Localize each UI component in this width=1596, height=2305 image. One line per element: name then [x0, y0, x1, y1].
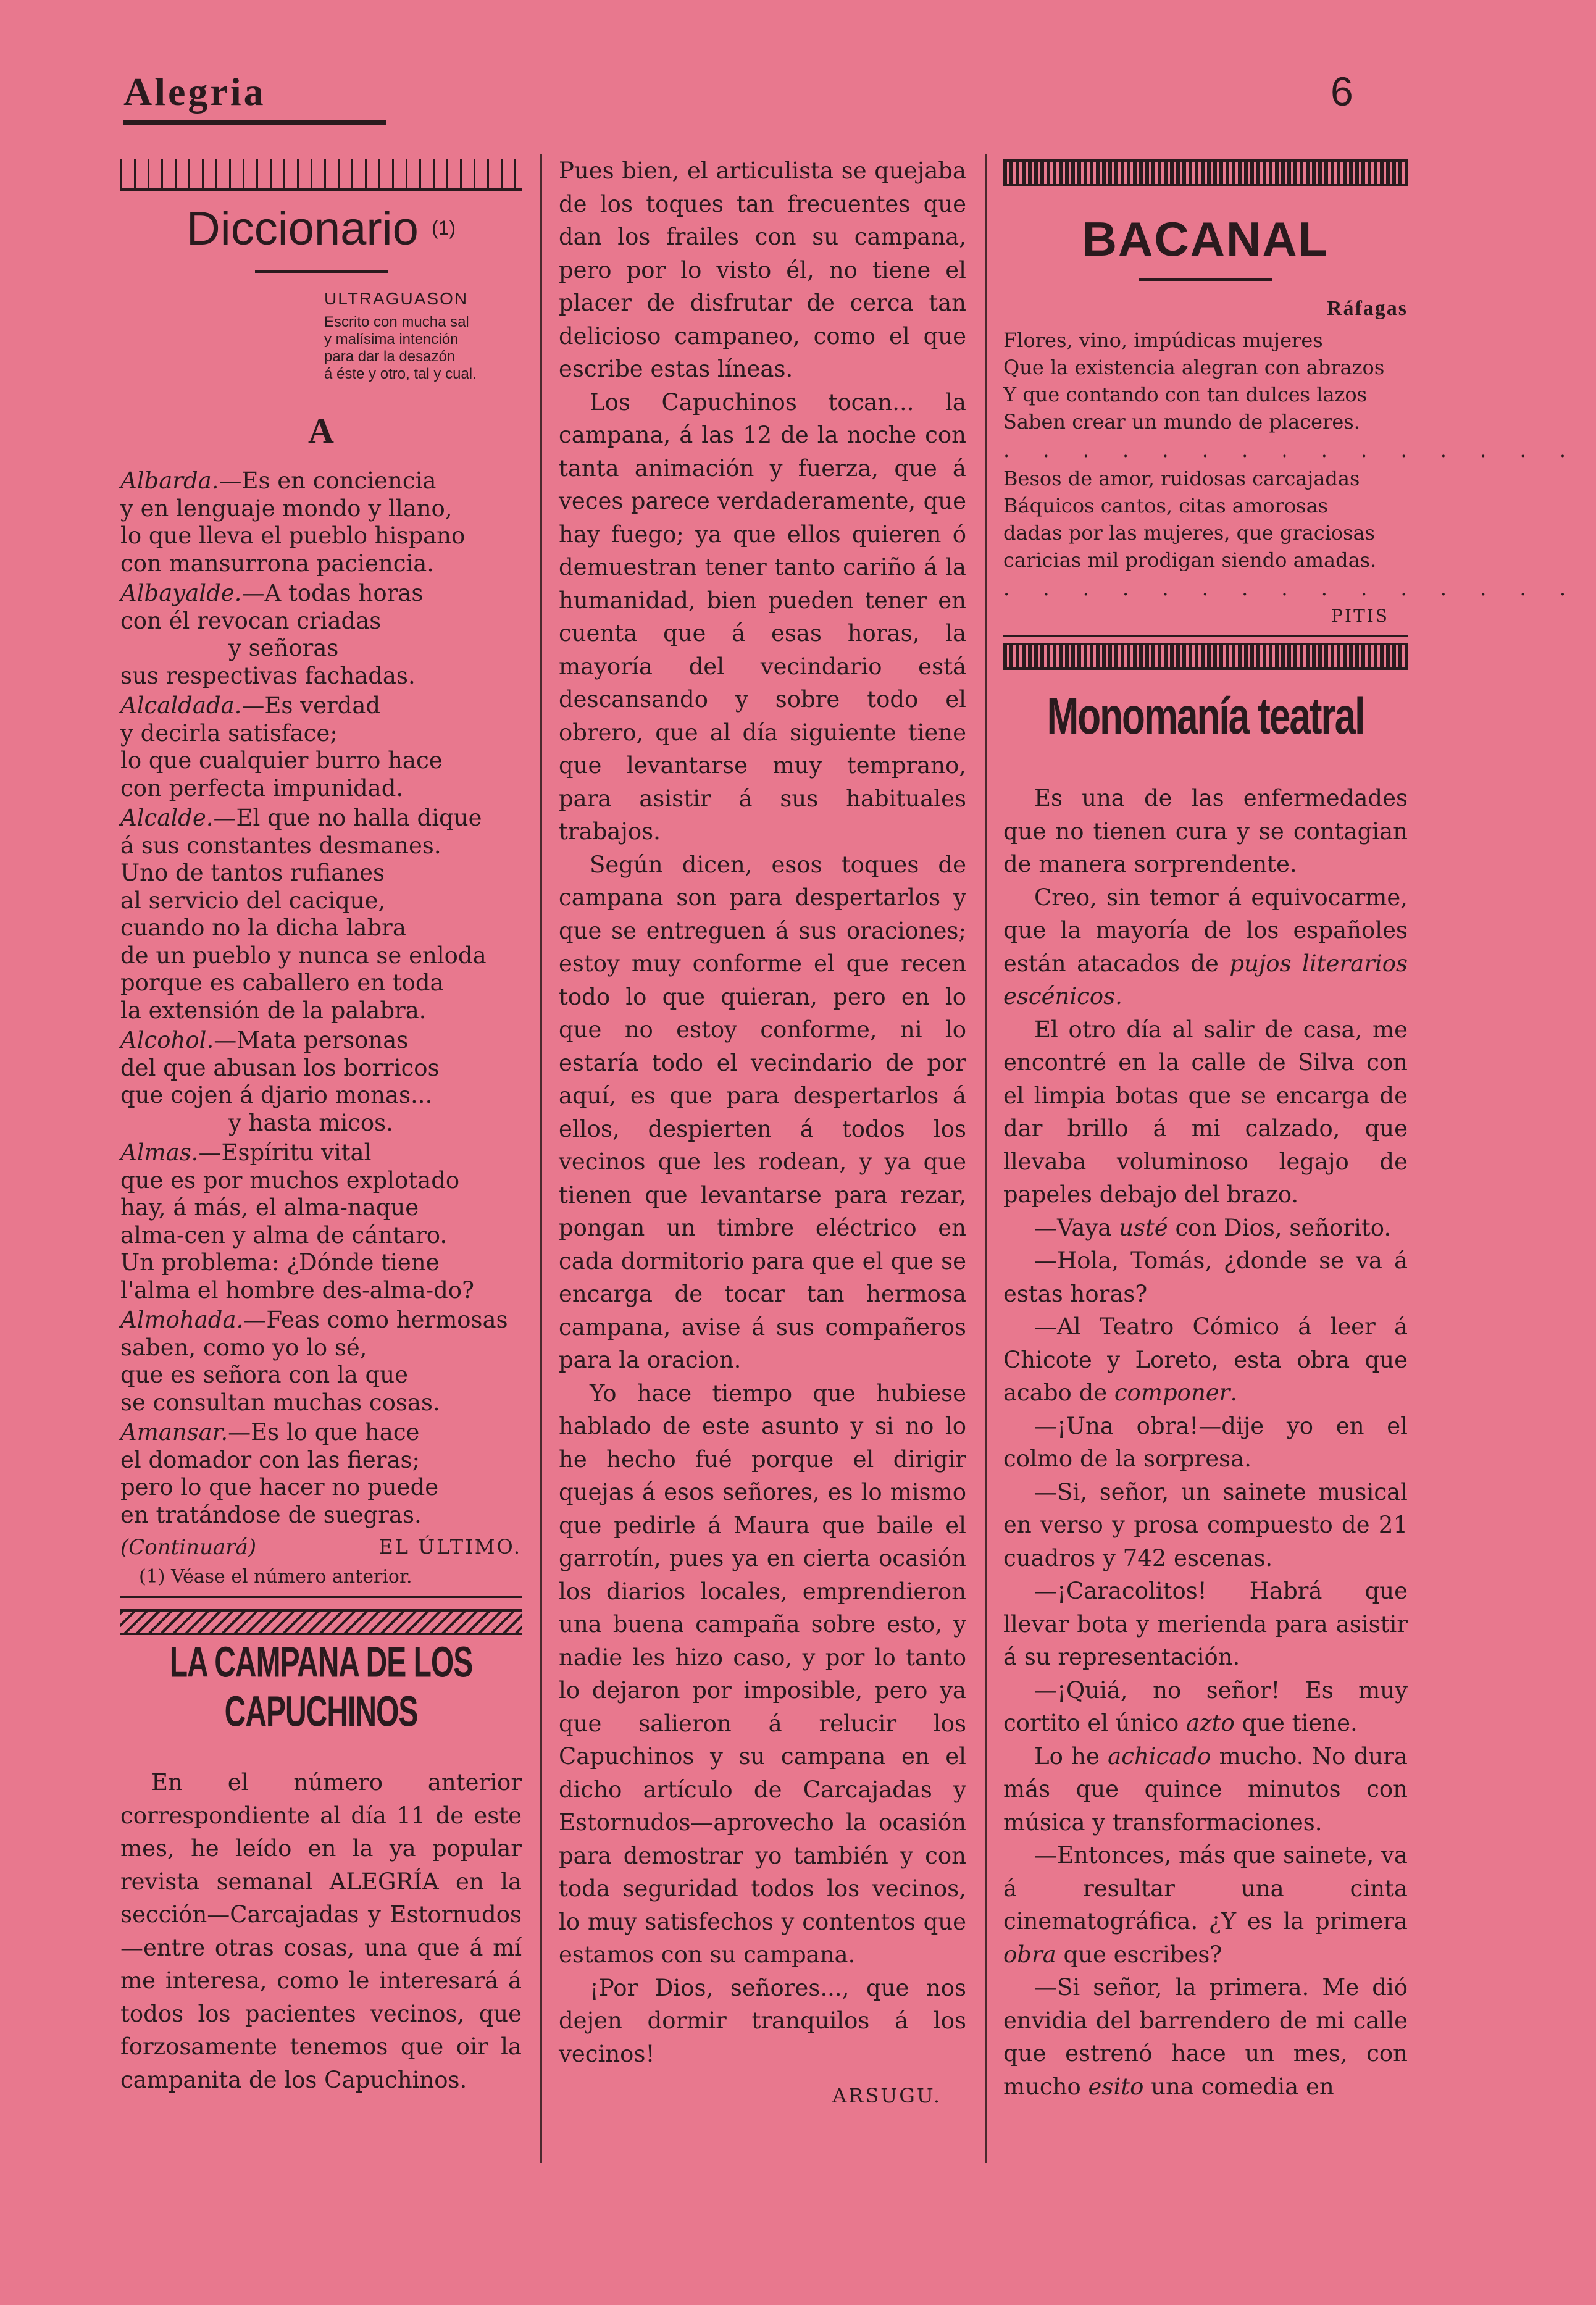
paragraph: —Si, señor, un sainete musical en verso y prosa compuesto de 21 cuadros y 742 escenas. — [1003, 1478, 1408, 1571]
paragraph: —Entonces, más que sainete, va á resultar una cinta cinematográfica. ¿Y es la primera obra que escribes? — [1003, 1842, 1408, 1968]
signature: ARSUGU. — [832, 2084, 942, 2107]
paragraph: Creo, sin temor á equivocarme, que la mayoría de los españoles están atacados de pujos literarios escénicos. — [1003, 884, 1408, 1010]
paragraph: —Vaya usté con Dios, señorito. — [1034, 1214, 1392, 1241]
column-1 — [120, 154, 522, 2163]
paragraph: El otro día al salir de casa, me encontré en la calle de Silva con el limpia botas que se encarga de dar brillo á mi calzado, que llevaba voluminoso legajo de papeles debajo del brazo. — [1003, 1016, 1408, 1208]
verse-line: Que la existencia alegran con abrazos — [1003, 356, 1385, 379]
dedication-line: Escrito con mucha sal — [324, 314, 469, 330]
paragraph: Los Capuchinos tocan... la campana, á las 12 de la noche con tanta animación y fuerza, que á veces parece verdaderamente, que hay fuego; ya que ellos quieren ó demuestran tener tanto cariño á la humanidad, bien pueden tener en cuenta que á esas horas, la mayoría del vecindario está descansando y sobre todo el obrero, que al día siguiente tiene que levantarse muy temprano, para asistir á sus habituales trabajos. — [559, 388, 966, 845]
paragraph: —¡Una obra!—dije yo en el colmo de la sorpresa. — [1003, 1412, 1408, 1472]
masthead-title: Alegria — [123, 70, 266, 114]
masthead-rule — [123, 120, 386, 125]
signature: PITIS — [1331, 606, 1389, 626]
bacanal-title: BACANAL — [1082, 212, 1329, 266]
paragraph: Según dicen, esos toques de campana son para despertarlos y que se entreguen á sus oraciones; estoy muy conforme el que recen todo lo que quieran, pero en lo que no estoy conforme, ni lo estaría todo el vecindario de por aquí, es que para despertarlos á ellos, despierten á todos los vecinos que les rodean, y ya que tienen que levantarse para rezar, pongan un timbre eléctrico en cada dormitorio para que el que se encarga de tocar tan hermosa campana, avise á sus compañeros para la oracion. — [559, 851, 966, 1373]
ornament-border — [1003, 643, 1408, 670]
ornament-border — [120, 159, 522, 191]
monomania-title: Monomanía teatral — [1047, 687, 1364, 746]
dedication-line: y malísima intención — [324, 331, 459, 348]
paragraph: Yo hace tiempo que hubiese hablado de este asunto y si no lo he hecho fué porque el dirigir quejas á esos señores, es lo mismo que pedirle á Maura que baile el garrotín, pues ya en cierta ocasión los diarios locales, emprendieron una buena campaña sobre esto, y nadie les hizo caso, y por lo tanto lo dejaron por imposible, pero ya que salieron á relucir los Capuchinos y su campana en el dicho artículo de Carcajadas y Estornudos—aprovecho la ocasión para demostrar yo también y con toda seguridad todos los vecinos, lo muy satisfechos y contentos que estamos con su campana. — [559, 1379, 966, 1968]
dot-separator: . . . . . . . . . . . . . . . — [1003, 577, 1579, 600]
paragraph: —¡Caracolitos! Habrá que llevar bota y merienda para asistir á su representación. — [1003, 1578, 1408, 1670]
dictionary-entry: Albarda.—Es en conciencia y en lenguaje mondo y llano, lo que lleva el pueblo hispano con mansurrona paciencia. — [120, 467, 466, 577]
campana-body — [120, 1766, 522, 2096]
diccionario-byline — [324, 289, 519, 383]
paragraph: ¡Por Dios, señores..., que nos dejen dormir tranquilos á los vecinos! — [559, 1974, 966, 2067]
verse-line: Saben crear un mundo de placeres. — [1003, 410, 1360, 433]
dot-separator: . . . . . . . . . . . . . . . — [1003, 438, 1579, 462]
paragraph: —Si señor, la primera. Me dió envidia del barrendero de mi calle que estrenó hace un mes, con mucho esito una comedia en — [1003, 1974, 1408, 2100]
paragraph: —Al Teatro Cómico á leer á Chicote y Loreto, esta obra que acabo de componer. — [1003, 1313, 1408, 1406]
section-rule — [1003, 635, 1408, 637]
verse-line: Y que contando con tan dulces lazos — [1003, 383, 1368, 406]
paragraph: Lo he achicado mucho. No dura más que quince minutos con música y transformaciones. — [1003, 1742, 1408, 1836]
verse-line: Flores, vino, impúdicas mujeres — [1003, 328, 1323, 352]
verse-line: Báquicos cantos, citas amorosas — [1003, 494, 1329, 517]
paragraph: En el número anterior correspondiente al día 11 de este mes, he leído en la ya popular revista semanal ALEGRÍA en la sección—Carcajadas y Estornudos—entre otras cosas, una que á mí me interesa, como le interesará á todos los pacientes vecinos, que forzosamente tenemos que oir la campanita de los Capuchinos. — [120, 1769, 522, 2093]
dictionary-entry: Amansar.—Es lo que hace el domador con las fieras; pero lo que hacer no puede en tratándose de suegras. — [120, 1419, 439, 1528]
column-divider — [985, 154, 987, 2163]
column-divider — [540, 154, 542, 2163]
section-rule — [120, 1596, 522, 1598]
verse-line: caricias mil prodigan siendo amadas. — [1003, 548, 1377, 572]
dedication-line: para dar la desazón — [324, 348, 456, 365]
bacanal-subtitle: Ráfagas — [1326, 297, 1408, 320]
title-rule — [1139, 278, 1272, 281]
author-name: ULTRAGUASON — [324, 289, 469, 308]
continued-note: (Continuará) — [120, 1535, 257, 1560]
ornament-border — [120, 1609, 522, 1635]
paragraph: Es una de las enfermedades que no tienen cura y se contagian de manera sorprendente. — [1003, 785, 1408, 877]
dedication-line: á éste y otro, tal y cual. — [324, 366, 477, 382]
dictionary-entry: Almas.—Espíritu vital que es por muchos explotado hay, á más, el alma-naque alma-cen y alma de cántaro. Un problema: ¿Dónde tiene l'alma el hombre des-alma-do? — [120, 1139, 474, 1303]
paragraph: Pues bien, el articulista se quejaba de los toques tan frecuentes que dan los frailes con su campana, pero por lo visto él, no tiene el placer de disfrutar de cerca tan delicioso campaneo, como el que escribe estas líneas. — [559, 157, 966, 382]
verse-line: dadas por las mujeres, que graciosas — [1003, 521, 1376, 545]
title-rule — [255, 270, 388, 273]
page-number: 6 — [1331, 69, 1353, 114]
diccionario-title: Diccionario $^{(1)}$ — [186, 203, 456, 255]
dictionary-entry: Albayalde.—A todas horas con él revocan criadas y señoras sus respectivas fachadas. — [120, 580, 424, 689]
dictionary-entry: Almohada.—Feas como hermosas saben, como yo lo sé, que es señora con la que se consultan muchas cosas. — [120, 1307, 508, 1416]
dictionary-entry: Alcalde.—El que no halla dique á sus constantes desmanes. Uno de tantos rufianes al servicio del cacique, cuando no la dicha labra de un pueblo y nunca se enloda porque es caballero en toda la extensión de la palabra. — [120, 805, 487, 1024]
paragraph: —Hola, Tomás, ¿donde se va á estas horas? — [1003, 1247, 1408, 1307]
masthead — [123, 69, 386, 125]
column-3 — [1003, 154, 1579, 2163]
dictionary-entry: Alcaldada.—Es verdad y decirla satisface; lo que cualquier burro hace con perfecta impunidad. — [120, 692, 443, 801]
verse-line: Besos de amor, ruidosas carcajadas — [1003, 467, 1360, 490]
poem — [1003, 327, 1579, 601]
paragraph: —¡Quiá, no señor! Es muy cortito el único azto que tiene. — [1003, 1676, 1408, 1736]
monomania-body — [1003, 782, 1408, 2103]
diccionario-signature-line — [120, 1535, 522, 1560]
signature: EL ÚLTIMO. — [378, 1535, 522, 1558]
footnote: (1) Véase el número anterior. — [139, 1566, 412, 1588]
dictionary-entry: Alcohol.—Mata personas del que abusan los borricos que cojen á djario monas... y hasta micos. — [120, 1027, 440, 1136]
section-letter: A — [308, 411, 334, 451]
ornament-border — [1003, 159, 1408, 186]
column-2 — [559, 154, 966, 2163]
campana-title: LA CAMPANA DE LOS CAPUCHINOS — [169, 1639, 473, 1736]
